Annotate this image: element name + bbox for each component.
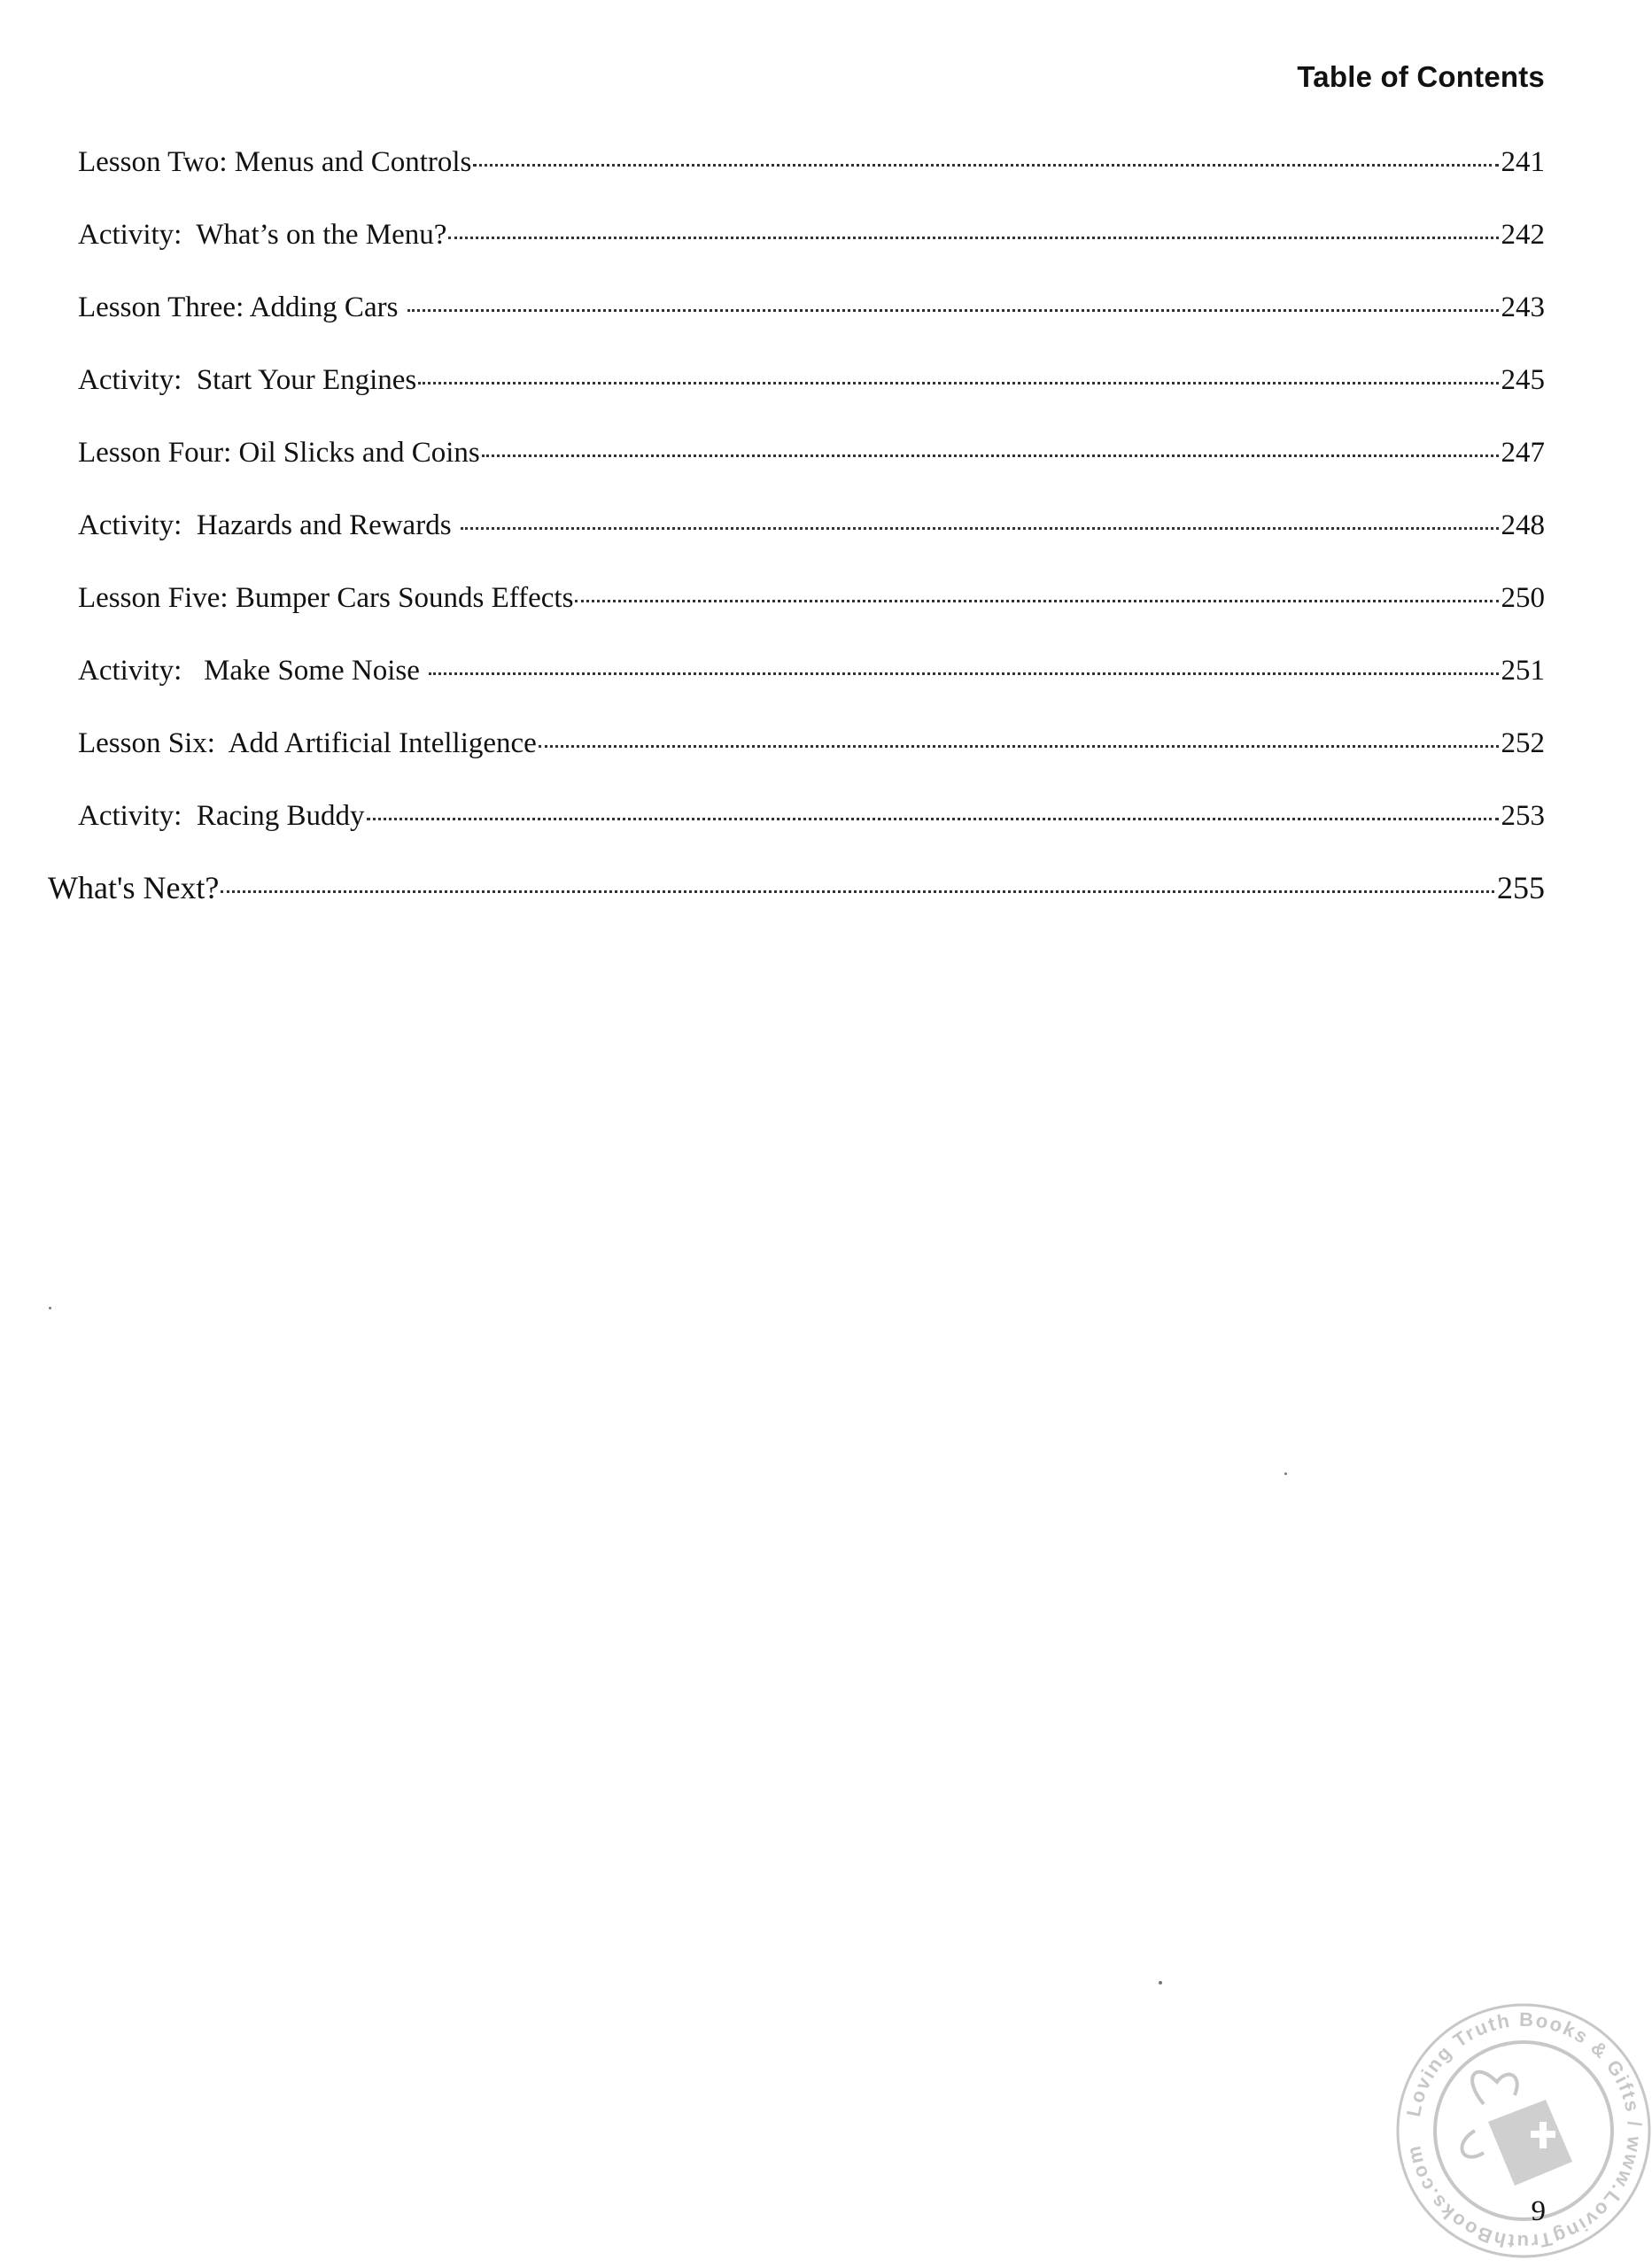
toc-entry-title: Lesson Three: Adding Cars — [78, 291, 406, 323]
toc-entry — [78, 214, 1545, 252]
toc-dot-leader — [429, 650, 1498, 680]
toc-dot-leader — [418, 360, 1498, 389]
toc-entry — [78, 505, 1545, 542]
toc-entry-title: Lesson Six: Add Artificial Intelligence — [78, 727, 537, 759]
toc-dot-leader — [539, 723, 1499, 752]
toc-entry-page: 248 — [1501, 509, 1545, 541]
toc-entry-page: 253 — [1501, 800, 1545, 832]
toc-dot-leader — [473, 142, 1498, 171]
toc-entry — [78, 432, 1545, 470]
toc-entry-chapter — [48, 866, 1545, 906]
toc-entry-page: 250 — [1501, 582, 1545, 614]
toc-entry — [78, 578, 1545, 615]
toc-dot-leader — [221, 866, 1494, 898]
toc-entry-title: Lesson Four: Oil Slicks and Coins — [78, 437, 480, 469]
toc-entry-title: Activity: Start Your Engines — [78, 364, 417, 396]
toc-entry-page: 255 — [1497, 870, 1545, 905]
toc-dot-leader — [575, 578, 1498, 607]
toc-entry-page: 242 — [1501, 219, 1545, 251]
toc-entry-page: 241 — [1501, 146, 1545, 178]
toc-entry-title: Activity: Racing Buddy — [78, 800, 365, 832]
bookseller-stamp-watermark — [1391, 1998, 1652, 2264]
page-header-title: Table of Contents — [1297, 60, 1545, 93]
toc-entry-title: Activity: What’s on the Menu? — [78, 219, 447, 251]
toc-dot-leader — [482, 432, 1499, 462]
toc-entry-page: 247 — [1501, 437, 1545, 469]
toc-dot-leader — [461, 505, 1499, 534]
page-number: 9 — [1531, 2195, 1546, 2227]
toc-entry — [78, 142, 1545, 179]
toc-dot-leader — [448, 214, 1498, 244]
toc-entry-title: Activity: Make Some Noise — [78, 655, 428, 687]
toc-entry-page: 245 — [1501, 364, 1545, 396]
stamp-ring-text: Loving Truth Books & Gifts / www.LovingTruthBooks.com — [1401, 2008, 1647, 2254]
scan-speck — [1284, 1472, 1287, 1475]
toc-entry-page: 252 — [1501, 727, 1545, 759]
toc-dot-leader — [407, 287, 1499, 316]
toc-entry — [78, 723, 1545, 760]
scan-speck — [49, 1307, 51, 1309]
toc-entry-title: Activity: Hazards and Rewards — [78, 509, 459, 541]
toc-entry-title: Lesson Five: Bumper Cars Sounds Effects — [78, 582, 574, 614]
toc-entry-page: 251 — [1501, 655, 1545, 687]
toc-entry — [78, 650, 1545, 687]
toc-entry-page: 243 — [1501, 291, 1545, 323]
toc-entry — [78, 796, 1545, 833]
toc-dot-leader — [367, 796, 1499, 825]
toc-entry — [78, 360, 1545, 397]
scan-speck — [1159, 1981, 1162, 1984]
toc-entry — [78, 287, 1545, 324]
toc-entry-title: What's Next? — [48, 870, 220, 905]
toc-entry-title: Lesson Two: Menus and Controls — [78, 146, 472, 178]
